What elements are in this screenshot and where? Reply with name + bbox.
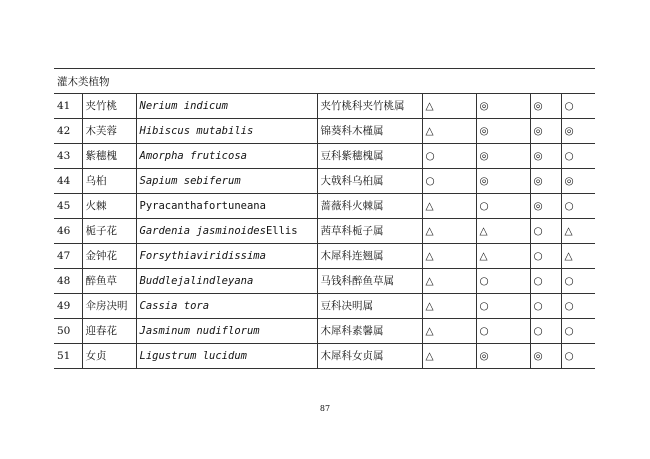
rating-col-3: ◎ xyxy=(530,344,561,369)
latin-name xyxy=(136,119,317,144)
rating-col-3: ◎ xyxy=(530,144,561,169)
rating-col-4: ◎ xyxy=(561,119,595,144)
row-number: 49 xyxy=(54,294,82,319)
latin-binomial: Cassia tora xyxy=(139,300,210,312)
latin-name xyxy=(136,219,317,244)
latin-name xyxy=(136,344,317,369)
rating-col-1: △ xyxy=(422,219,476,244)
rating-col-4: ◎ xyxy=(561,169,595,194)
rating-col-1: △ xyxy=(422,269,476,294)
rating-col-2: ◎ xyxy=(476,119,530,144)
table-row xyxy=(54,244,595,269)
common-name: 女贞 xyxy=(82,344,136,369)
family-genus: 木犀科连翘属 xyxy=(317,244,422,269)
common-name: 火棘 xyxy=(82,194,136,219)
row-number: 44 xyxy=(54,169,82,194)
latin-binomial: Jasminum nudiflorum xyxy=(139,325,260,337)
latin-name xyxy=(136,169,317,194)
rating-col-2: ◎ xyxy=(476,144,530,169)
latin-binomial: Forsythiaviridissima xyxy=(139,250,266,262)
table-row xyxy=(54,219,595,244)
rating-col-4: △ xyxy=(561,244,595,269)
rating-col-2: ○ xyxy=(476,194,530,219)
rating-col-1: △ xyxy=(422,194,476,219)
latin-binomial: Gardenia jasminoides xyxy=(139,225,266,237)
latin-name xyxy=(136,194,317,219)
row-number: 42 xyxy=(54,119,82,144)
family-genus: 蔷薇科火棘属 xyxy=(317,194,422,219)
rating-col-2: △ xyxy=(476,244,530,269)
latin-name xyxy=(136,319,317,344)
rating-col-4: ○ xyxy=(561,269,595,294)
rating-col-3: ○ xyxy=(530,219,561,244)
latin-binomial: Hibiscus mutabilis xyxy=(139,125,254,137)
table-row xyxy=(54,119,595,144)
rating-col-2: ○ xyxy=(476,269,530,294)
table-row xyxy=(54,269,595,294)
rating-col-4: ○ xyxy=(561,144,595,169)
rating-col-1: △ xyxy=(422,294,476,319)
family-genus: 木犀科素馨属 xyxy=(317,319,422,344)
latin-binomial: Pyracanthafortuneana xyxy=(139,200,266,212)
latin-binomial: Sapium sebiferum xyxy=(139,175,241,187)
family-genus: 木犀科女贞属 xyxy=(317,344,422,369)
rating-col-4: ○ xyxy=(561,319,595,344)
rating-col-2: ○ xyxy=(476,319,530,344)
row-number: 46 xyxy=(54,219,82,244)
row-number: 48 xyxy=(54,269,82,294)
family-genus: 茜草科栀子属 xyxy=(317,219,422,244)
table-row xyxy=(54,194,595,219)
latin-author: Ellis xyxy=(265,225,298,237)
common-name: 乌桕 xyxy=(82,169,136,194)
latin-binomial: Buddlejalindleyana xyxy=(139,275,254,287)
latin-name xyxy=(136,294,317,319)
rating-col-1: ○ xyxy=(422,169,476,194)
table-row xyxy=(54,169,595,194)
latin-binomial: Ligustrum lucidum xyxy=(139,350,247,362)
row-number: 41 xyxy=(54,94,82,119)
rating-col-2: ○ xyxy=(476,294,530,319)
latin-binomial: Nerium indicum xyxy=(139,100,229,112)
rating-col-4: ○ xyxy=(561,94,595,119)
table-row xyxy=(54,144,595,169)
family-genus: 大戟科乌桕属 xyxy=(317,169,422,194)
latin-name xyxy=(136,144,317,169)
table-body xyxy=(54,94,595,369)
section-title: 灌木类植物 xyxy=(54,68,595,94)
rating-col-4: ○ xyxy=(561,344,595,369)
common-name: 木芙蓉 xyxy=(82,119,136,144)
rating-col-4: ○ xyxy=(561,194,595,219)
table-row xyxy=(54,94,595,119)
latin-name xyxy=(136,269,317,294)
rating-col-3: ◎ xyxy=(530,194,561,219)
rating-col-1: ○ xyxy=(422,144,476,169)
rating-col-3: ○ xyxy=(530,319,561,344)
latin-binomial: Amorpha fruticosa xyxy=(139,150,247,162)
rating-col-4: △ xyxy=(561,219,595,244)
row-number: 51 xyxy=(54,344,82,369)
rating-col-3: ○ xyxy=(530,244,561,269)
shrub-species-table xyxy=(54,94,595,369)
rating-col-4: ○ xyxy=(561,294,595,319)
family-genus: 马钱科醉鱼草属 xyxy=(317,269,422,294)
common-name: 紫穗槐 xyxy=(82,144,136,169)
rating-col-1: △ xyxy=(422,94,476,119)
family-genus: 锦葵科木槿属 xyxy=(317,119,422,144)
rating-col-3: ○ xyxy=(530,269,561,294)
common-name: 金钟花 xyxy=(82,244,136,269)
rating-col-3: ◎ xyxy=(530,119,561,144)
rating-col-2: ◎ xyxy=(476,344,530,369)
rating-col-1: △ xyxy=(422,244,476,269)
common-name: 醉鱼草 xyxy=(82,269,136,294)
row-number: 45 xyxy=(54,194,82,219)
rating-col-2: △ xyxy=(476,219,530,244)
family-genus: 豆科紫穗槐属 xyxy=(317,144,422,169)
rating-col-1: △ xyxy=(422,119,476,144)
rating-col-1: △ xyxy=(422,344,476,369)
row-number: 50 xyxy=(54,319,82,344)
table-row xyxy=(54,344,595,369)
species-table-region xyxy=(54,68,595,369)
table-row xyxy=(54,319,595,344)
rating-col-2: ◎ xyxy=(476,94,530,119)
rating-col-3: ○ xyxy=(530,294,561,319)
common-name: 夹竹桃 xyxy=(82,94,136,119)
family-genus: 豆科决明属 xyxy=(317,294,422,319)
latin-name xyxy=(136,244,317,269)
common-name: 伞房决明 xyxy=(82,294,136,319)
common-name: 迎春花 xyxy=(82,319,136,344)
latin-name xyxy=(136,94,317,119)
row-number: 47 xyxy=(54,244,82,269)
rating-col-1: △ xyxy=(422,319,476,344)
common-name: 栀子花 xyxy=(82,219,136,244)
page-number: 87 xyxy=(319,404,331,413)
rating-col-3: ◎ xyxy=(530,94,561,119)
rating-col-3: ◎ xyxy=(530,169,561,194)
table-row xyxy=(54,294,595,319)
row-number: 43 xyxy=(54,144,82,169)
family-genus: 夹竹桃科夹竹桃属 xyxy=(317,94,422,119)
rating-col-2: ◎ xyxy=(476,169,530,194)
